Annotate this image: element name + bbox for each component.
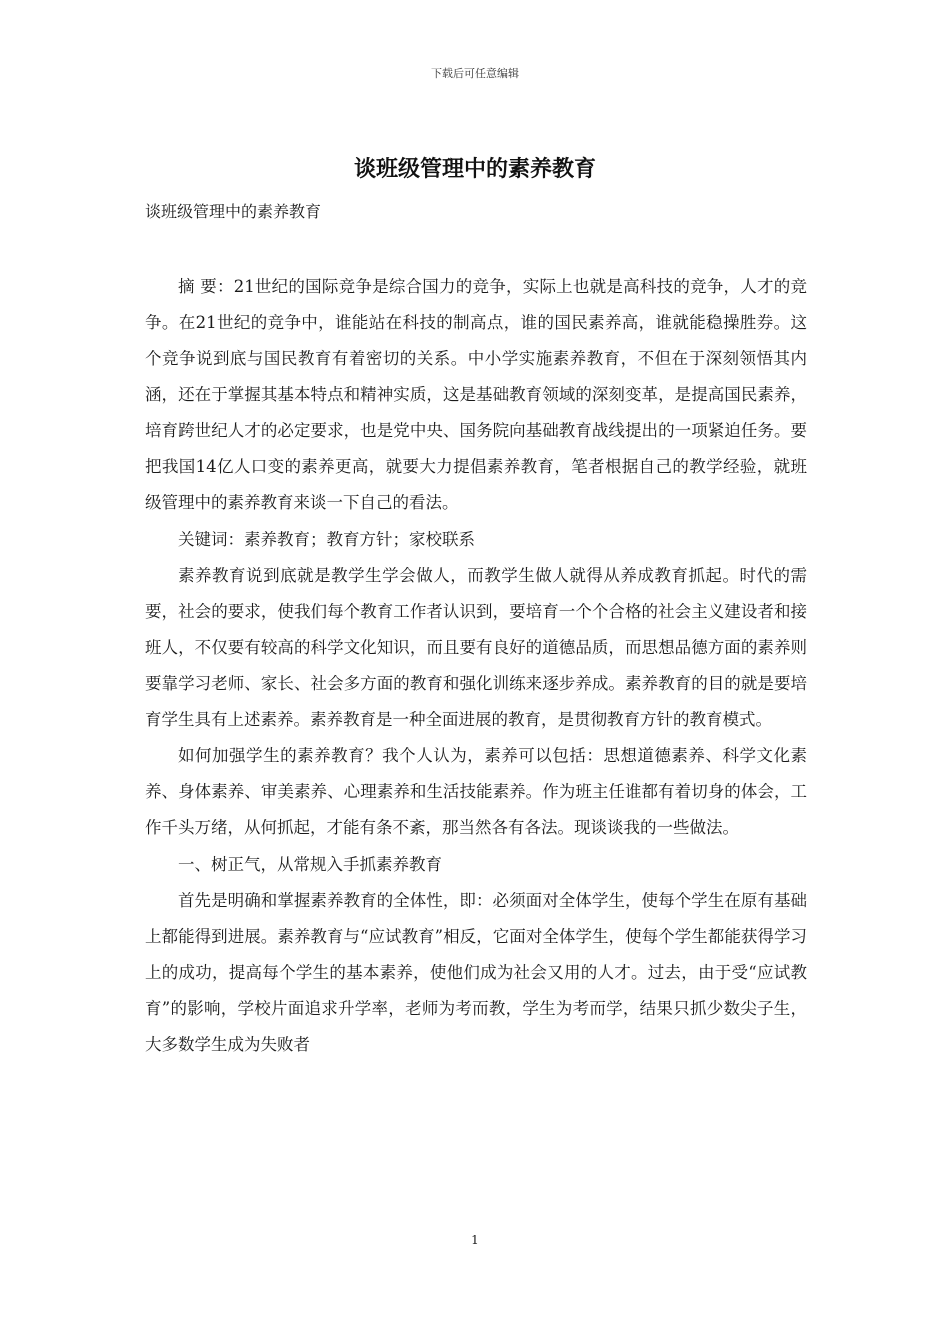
document-title: 谈班级管理中的素养教育 xyxy=(353,156,596,182)
keywords-paragraph: 关键词：素养教育；教育方针；家校联系 xyxy=(178,530,475,549)
body-paragraph: 首先是明确和掌握素养教育的全体性，即：必须面对全体学生，使每个学生在原有基础上都能得到进展。素养教育与“应试教育”相反，它面对全体学生，使每个学生都能获得学习上的成功，提高每个学生的基本素养，使他们成为社会又用的人才。过去，由于受“应试教育”的影响，学校片面追求升学率，老师为考而教，学生为考而学，结果只抓少数尖子生，大多数学生成为失败者 xyxy=(145,891,807,1054)
section-heading: 一、树正气，从常规入手抓素养教育 xyxy=(178,855,442,874)
abstract-paragraph: 摘 要：21世纪的国际竞争是综合国力的竞争，实际上也就是高科技的竞争，人才的竞争。在21世纪的竞争中，谁能站在科技的制高点，谁的国民素养高，谁就能稳操胜券。这个竞争说到底与国民教育有着密切的关系。中小学实施素养教育，不但在于深刻领悟其内涵，还在于掌握其基本特点和精神实质，这是基础教育领域的深刻变革，是提高国民素养，培育跨世纪人才的必定要求，也是党中央、国务院向基础教育战线提出的一项紧迫任务。要把我国14亿人口变的素养更高，就要大力提倡素养教育，笔者根据自己的教学经验，就班级管理中的素养教育来谈一下自己的看法。 xyxy=(145,277,807,512)
document-subtitle: 谈班级管理中的素养教育 xyxy=(145,202,322,221)
body-paragraph: 如何加强学生的素养教育？我个人认为，素养可以包括：思想道德素养、科学文化素养、身体素养、审美素养、心理素养和生活技能素养。作为班主任谁都有着切身的体会，工作千头万绪，从何抓起，才能有条不紊，那当然各有各法。现谈谈我的一些做法。 xyxy=(145,746,807,837)
body-paragraph: 素养教育说到底就是教学生学会做人，而教学生做人就得从养成教育抓起。时代的需要，社会的要求，使我们每个教育工作者认识到，要培育一个个合格的社会主义建设者和接班人，不仅要有较高的科学文化知识，而且要有良好的道德品质，而思想品德方面的素养则要靠学习老师、家长、社会多方面的教育和强化训练来逐步养成。素养教育的目的就是要培育学生具有上述素养。素养教育是一种全面进展的教育，是贯彻教育方针的教育模式。 xyxy=(145,566,807,729)
document-body xyxy=(145,269,807,1063)
page-header-note: 下载后可任意编辑 xyxy=(431,67,519,80)
page-number: 1 xyxy=(471,1233,479,1247)
